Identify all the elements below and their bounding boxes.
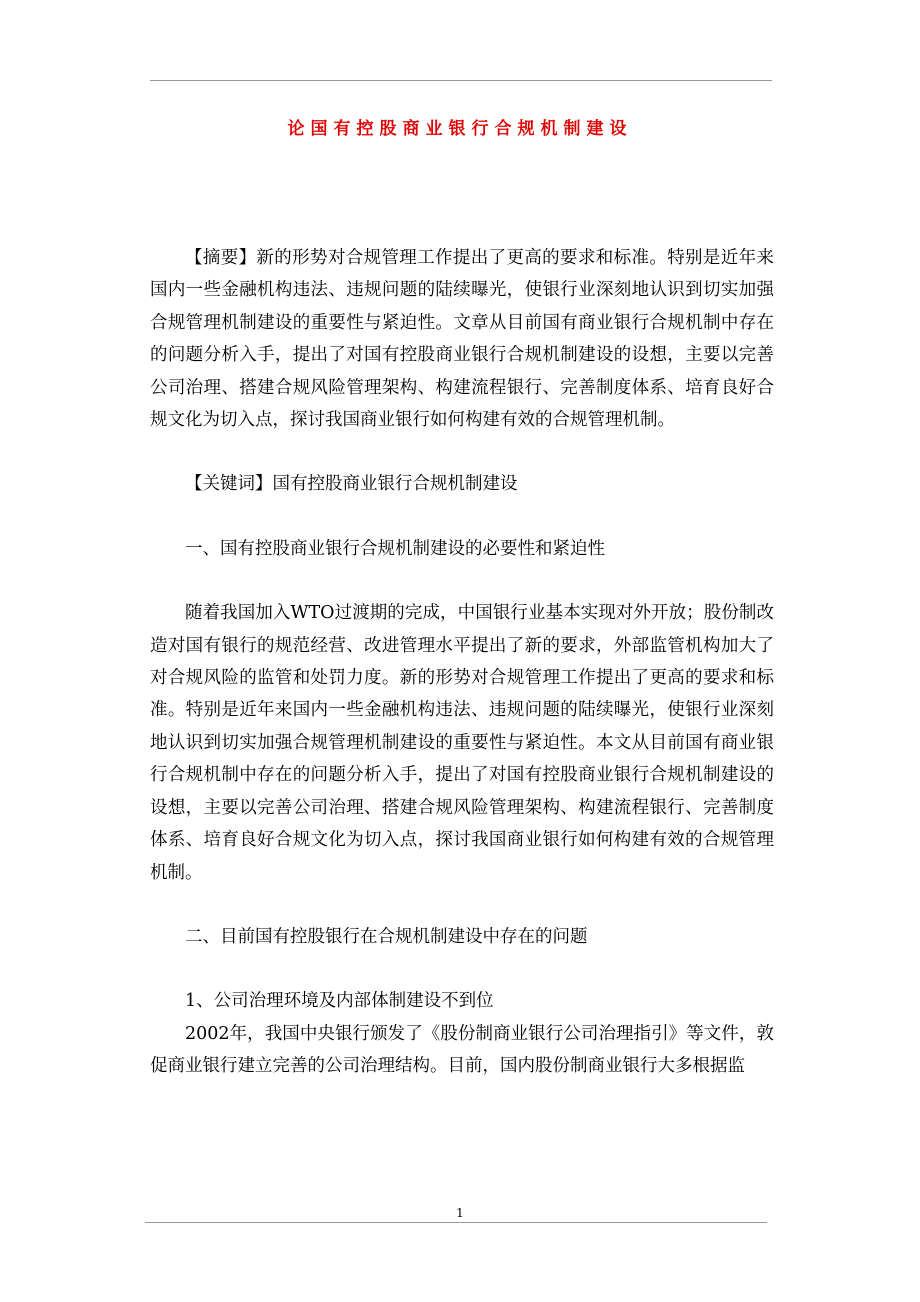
keywords-line: 【关键词】国有控股商业银行合规机制建设 [185, 474, 518, 495]
page-number: 1 [456, 1206, 464, 1220]
footer-rule [145, 1222, 767, 1223]
section-1-heading: 一、国有控股商业银行合规机制建设的必要性和紧迫性 [185, 538, 605, 559]
section-2-heading: 二、目前国有控股银行在合规机制建设中存在的问题 [185, 926, 588, 947]
section-2-subheading-1: 1、公司治理环境及内部体制建设不到位 [185, 991, 494, 1012]
document-body [150, 242, 774, 1083]
header-rule [150, 80, 772, 81]
abstract-paragraph: 【摘要】新的形势对合规管理工作提出了更高的要求和标准。特别是近年来国内一些金融机构违法、违规问题的陆续曝光，使银行业深刻地认识到切实加强合规管理机制建设的重要性与紧迫性。文章从目前国有商业银行合规机制中存在的问题分析入手，提出了对国有控股商业银行合规机制建设的设想，主要以完善公司治理、搭建合规风险管理架构、构建流程银行、完善制度体系、培育良好合规文化为切入点，探讨我国商业银行如何构建有效的合规管理机制。 [150, 248, 774, 431]
section-1-body: 随着我国加入WTO过渡期的完成，中国银行业基本实现对外开放；股份制改造对国有银行的规范经营、改进管理水平提出了新的要求，外部监管机构加大了对合规风险的监管和处罚力度。新的形势对合规管理工作提出了更高的要求和标准。特别是近年来国内一些金融机构违法、违规问题的陆续曝光，使银行业深刻地认识到切实加强合规管理机制建设的重要性与紧迫性。本文从目前国有商业银行合规机制中存在的问题分析入手，提出了对国有控股商业银行合规机制建设的设想，主要以完善公司治理、搭建合规风险管理架构、构建流程银行、完善制度体系、培育良好合规文化为切入点，探讨我国商业银行如何构建有效的合规管理机制。 [150, 603, 774, 883]
document-title: 论国有控股商业银行合规机制建设 [287, 119, 633, 139]
section-2-sub-1-body: 2002年，我国中央银行颁发了《股份制商业银行公司治理指引》等文件，敦促商业银行建立完善的公司治理结构。目前，国内股份制商业银行大多根据监 [150, 1023, 774, 1077]
